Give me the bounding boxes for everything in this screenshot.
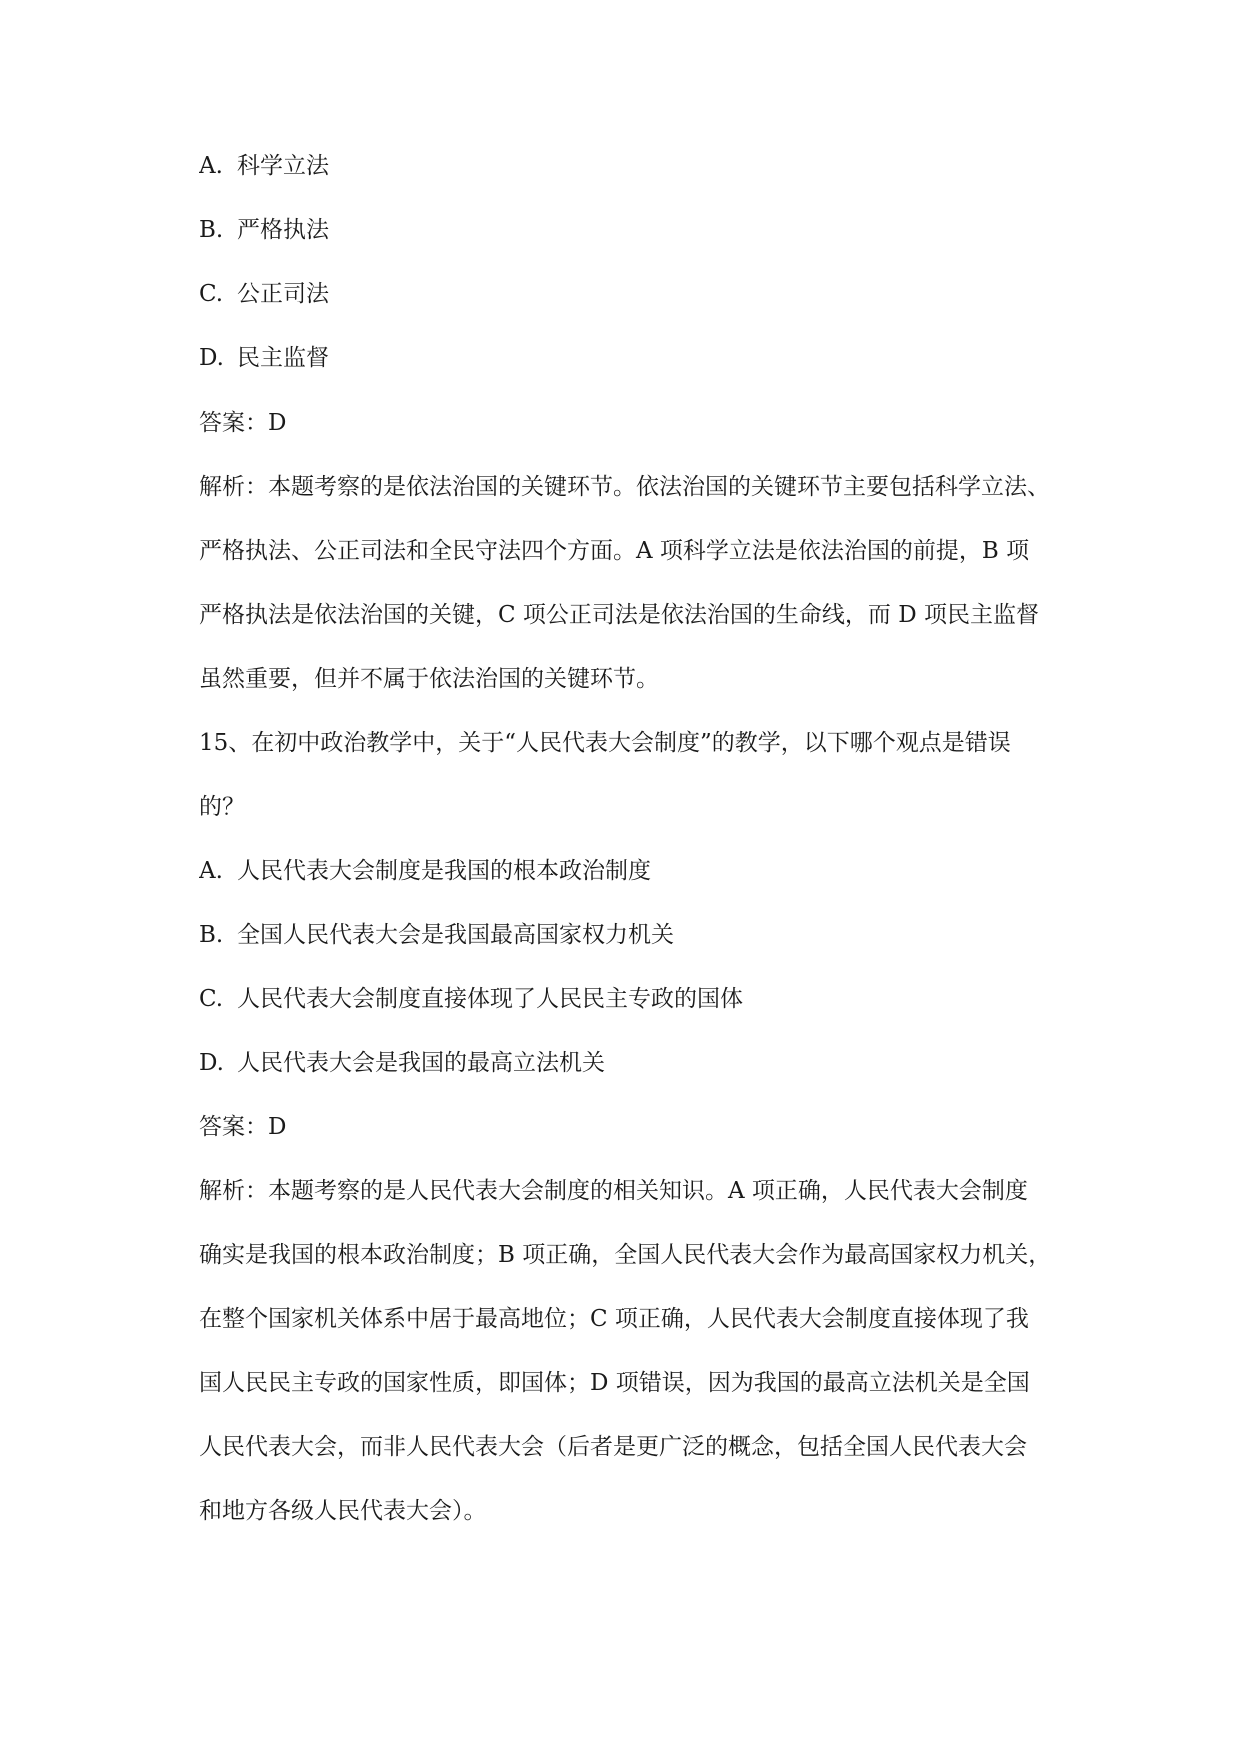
q14-answer: 答案：D [199,410,287,436]
option-letter: A. [199,858,223,884]
q14-analysis-line: 严格执法是依法治国的关键，C 项公正司法是依法治国的生命线，而 D 项民主监督 [199,602,1039,628]
option-letter: D. [199,345,224,371]
q15-question-line: 15、在初中政治教学中，关于“人民代表大会制度”的教学，以下哪个观点是错误 [199,730,1011,756]
option-letter: B. [199,922,224,948]
option-text: 公正司法 [237,281,329,307]
q14-option-a [199,150,1084,182]
option-letter: C. [199,986,224,1012]
option-text: 全国人民代表大会是我国最高国家权力机关 [237,922,674,948]
q14-analysis-line: 虽然重要，但并不属于依法治国的关键环节。 [199,666,659,692]
option-letter: C. [199,281,224,307]
option-text: 人民代表大会制度直接体现了人民民主专政的国体 [237,986,743,1012]
q15-option-b [199,919,1084,951]
q14-option-b [199,214,1084,246]
option-letter: B. [199,217,224,243]
q15-analysis-line: 国人民民主专政的国家性质，即国体；D 项错误，因为我国的最高立法机关是全国 [199,1370,1030,1396]
option-text: 人民代表大会是我国的最高立法机关 [237,1050,605,1076]
q15-option-d [199,1047,1084,1079]
q14-option-c [199,278,1084,310]
q15-answer: 答案：D [199,1114,287,1140]
q14-option-d [199,342,1084,374]
q15-analysis-line: 和地方各级人民代表大会）。 [199,1498,487,1524]
q15-analysis-line: 在整个国家机关体系中居于最高地位；C 项正确，人民代表大会制度直接体现了我 [199,1306,1029,1332]
q15-analysis-line: 解析：本题考察的是人民代表大会制度的相关知识。A 项正确，人民代表大会制度 [199,1178,1028,1204]
q14-analysis-line: 严格执法、公正司法和全民守法四个方面。A 项科学立法是依法治国的前提，B 项 [199,538,1030,564]
option-letter: A. [199,153,223,179]
q15-option-c [199,983,1084,1015]
option-text: 人民代表大会制度是我国的根本政治制度 [237,858,651,884]
q15-analysis-line: 人民代表大会，而非人民代表大会（后者是更广泛的概念，包括全国人民代表大会 [199,1434,1027,1460]
q14-analysis-line: 解析：本题考察的是依法治国的关键环节。依法治国的关键环节主要包括科学立法、 [199,474,1050,500]
option-text: 科学立法 [237,153,329,179]
option-text: 民主监督 [237,345,329,371]
q15-analysis-line: 确实是我国的根本政治制度；B 项正确，全国人民代表大会作为最高国家权力机关， [199,1242,1052,1268]
q15-question-line: 的？ [199,794,245,820]
q15-option-a [199,855,1084,887]
option-letter: D. [199,1050,224,1076]
option-text: 严格执法 [237,217,329,243]
